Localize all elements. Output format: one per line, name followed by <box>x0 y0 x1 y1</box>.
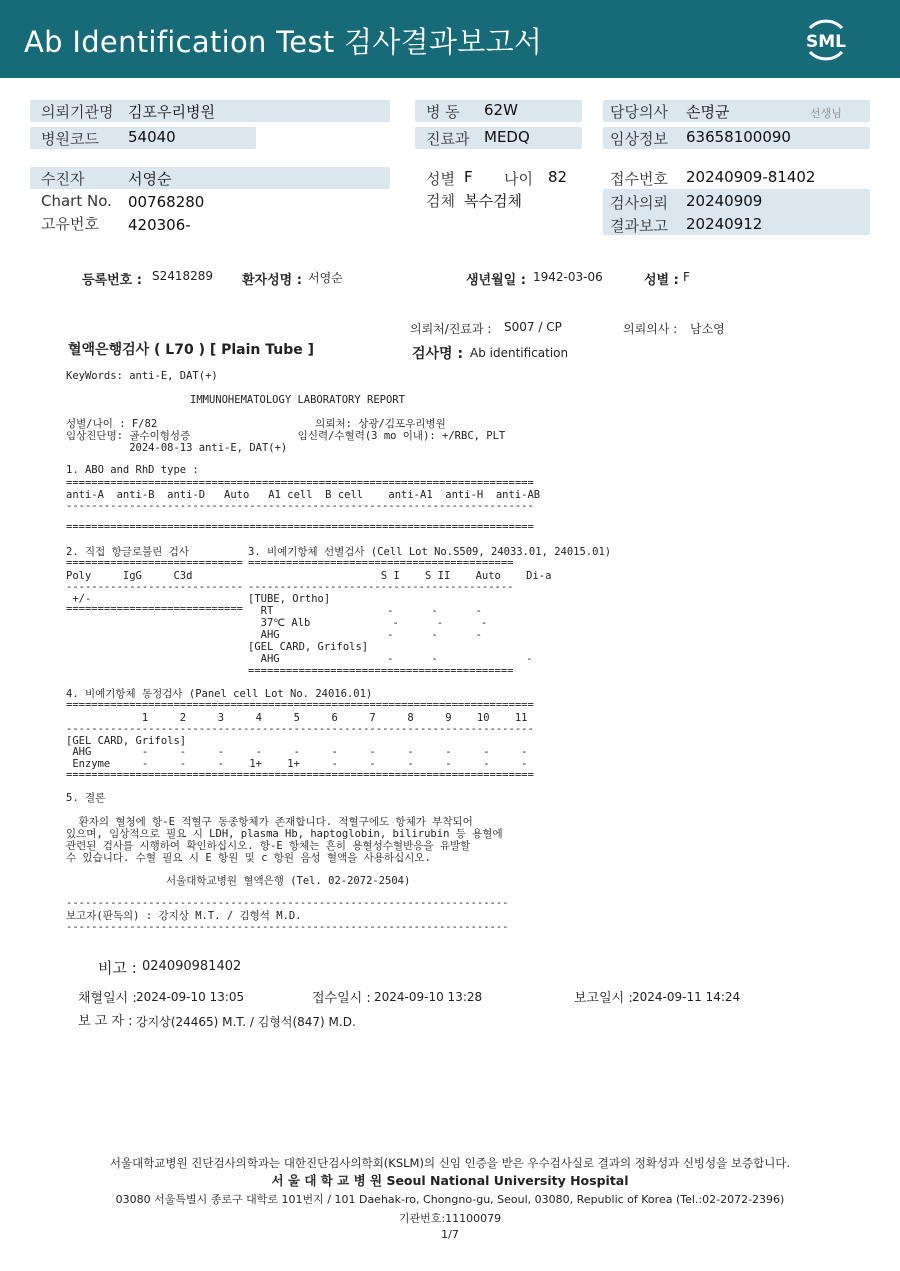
bloodbank-line: 서울대학교병원 혈액은행 (Tel. 02-2072-2504) <box>166 875 411 887</box>
request-date-label: 검사의뢰 <box>610 194 668 212</box>
test-name-label: 검사명 : <box>412 346 464 362</box>
screen-row: 37℃ Alb - - - <box>248 617 488 629</box>
screen-rule-mid: ------------------------------------------ <box>248 581 514 593</box>
note-value: 024090981402 <box>142 959 242 974</box>
reg-name-label: 환자성명 : <box>242 273 302 288</box>
collect-value: 2024-09-10 13:05 <box>136 990 245 1004</box>
screen-row: AHG - - - <box>248 629 482 641</box>
footer-org-no: 기관번호:11100079 <box>398 1212 502 1225</box>
panel-row: [GEL CARD, Grifols] <box>66 735 187 747</box>
conclusion-line: 환자의 혈청에 항-E 적혈구 동종항체가 존재합니다. 적혈구에도 항체가 부착되어 <box>66 816 473 828</box>
chart-no-label: Chart No. <box>41 192 112 210</box>
report-date-value: 20240912 <box>686 215 763 233</box>
dat-rule-bottom: ============================ <box>66 603 244 615</box>
institution-value: 김포우리병원 <box>128 103 215 121</box>
panel-row: Enzyme - - - 1+ 1+ - - - - - - <box>66 758 528 770</box>
sex-label: 성별 <box>426 170 455 188</box>
reg-dob-value: 1942-03-06 <box>533 270 603 284</box>
panel-rule-top: ========================================================================== <box>66 699 534 711</box>
conclusion-title: 5. 결론 <box>66 792 106 804</box>
test-name-value: Ab identification <box>470 346 569 360</box>
reporter-rule-top: ---------------------------------------------------------------------- <box>66 897 509 909</box>
dat-rule-top: ============================ <box>66 557 244 569</box>
doctor-suffix: 선생님 <box>810 107 842 120</box>
reg-dob-label: 생년월일 : <box>466 273 526 288</box>
reg-sex-value: F <box>683 270 690 284</box>
sml-logo-icon <box>800 14 852 66</box>
order-dept-value: S007 / CP <box>504 320 562 334</box>
dat-title: 2. 직접 항글로불린 검사 <box>66 546 189 558</box>
note-label: 비고 : <box>98 959 137 977</box>
patient-label: 수진자 <box>41 170 85 188</box>
doctor-label: 담당의사 <box>610 103 668 121</box>
conclusion-line: 수 있습니다. 수혈 필요 시 E 항원 및 c 항원 음성 혈액을 사용하십시오. <box>66 852 431 864</box>
logo-text: SML <box>806 32 846 52</box>
reg-name-value: 서영순 <box>308 271 343 285</box>
dat-header: Poly IgG C3d <box>66 570 193 582</box>
chart-no-value: 00768280 <box>128 193 205 211</box>
abo-title: 1. ABO and RhD type : <box>66 464 199 476</box>
sex-value: F <box>464 168 473 186</box>
unique-no-value: 420306- <box>128 216 191 234</box>
reg-sex-label: 성별 : <box>644 273 679 288</box>
receipt-no-value: 20240909-81402 <box>686 168 816 186</box>
page-number: 1/7 <box>441 1228 459 1241</box>
patient-line-2: 임상진단명: 골수이형성증 임신력/수혈력(3 mo 이내): +/RBC, PLT <box>66 430 506 442</box>
abo-header: anti-A anti-B anti-D Auto A1 cell B cell anti-A1 anti-H anti-AB <box>66 489 541 501</box>
screen-rule-top: ========================================== <box>248 557 514 569</box>
screen-row: [GEL CARD, Grifols] <box>248 641 369 653</box>
order-dept-label: 의뢰처/진료과 : <box>410 322 492 336</box>
reg-no-label: 등록번호 : <box>82 273 142 288</box>
patient-line-3: 2024-08-13 anti-E, DAT(+) <box>66 442 288 454</box>
request-date-value: 20240909 <box>686 192 763 210</box>
doctor-value: 손명균 <box>686 103 730 121</box>
footer-hospital: 서 울 대 학 교 병 원 Seoul National University Hospital <box>271 1173 629 1188</box>
lab-report-heading: IMMUNOHEMATOLOGY LABORATORY REPORT <box>190 394 405 406</box>
lab-reporter: 보고자(판독의) : 강지상 M.T. / 김형석 M.D. <box>66 910 302 922</box>
reporter-value: 강지상(24465) M.T. / 김형석(847) M.D. <box>136 1015 356 1029</box>
ward-value: 62W <box>484 101 518 119</box>
dat-rule-mid: ---------------------------- <box>66 581 244 593</box>
abo-rule-bottom: ========================================================================== <box>66 521 534 533</box>
receive-label: 접수일시 : <box>312 991 371 1006</box>
receipt-no-label: 접수번호 <box>610 170 668 188</box>
report-date-label: 결과보고 <box>610 217 668 235</box>
age-label: 나이 <box>504 170 533 188</box>
clinical-info-label: 임상정보 <box>610 130 668 148</box>
order-doctor-value: 남소영 <box>690 322 725 336</box>
department-label: 진료과 <box>426 130 470 148</box>
order-doctor-label: 의뢰의사 : <box>623 322 678 336</box>
test-title: 혈액은행검사 ( L70 ) [ Plain Tube ] <box>68 342 315 358</box>
panel-rule-bottom: ========================================================================== <box>66 769 534 781</box>
reporter-rule-bottom: ---------------------------------------------------------------------- <box>66 921 509 933</box>
keywords: KeyWords: anti-E, DAT(+) <box>66 370 218 382</box>
receive-value: 2024-09-10 13:28 <box>374 990 483 1004</box>
department-value: MEDQ <box>484 128 530 146</box>
hospital-code-value: 54040 <box>128 128 176 146</box>
abo-rule-top: ========================================================================== <box>66 477 534 489</box>
report-label: 보고일시 : <box>574 991 633 1006</box>
conclusion-line: 있으며, 임상적으로 필요 시 LDH, plasma Hb, haptoglobin, bilirubin 등 용혈에 <box>66 828 503 840</box>
abo-rule-mid: -------------------------------------------------------------------------- <box>66 500 534 512</box>
specimen-value: 복수검체 <box>464 192 522 210</box>
patient-line-1: 성별/나이 : F/82 의뢰처: 상광/김포우리병원 <box>66 418 446 430</box>
reporter-label: 보 고 자 : <box>78 1014 133 1029</box>
ward-label: 병 동 <box>426 103 460 121</box>
screen-title: 3. 비예기항체 선별검사 (Cell Lot No.S509, 24033.01, 24015.01) <box>248 546 612 558</box>
panel-rule-mid: -------------------------------------------------------------------------- <box>66 723 534 735</box>
collect-label: 채혈일시 : <box>78 991 137 1006</box>
unique-no-label: 고유번호 <box>41 215 99 233</box>
panel-header: 1 2 3 4 5 6 7 8 9 10 11 <box>66 712 528 724</box>
clinical-info-value: 63658100090 <box>686 128 791 146</box>
reg-no-value: S2418289 <box>152 269 214 283</box>
dat-value: +/- <box>66 593 92 605</box>
screen-row: [TUBE, Ortho] <box>248 593 331 605</box>
age-value: 82 <box>548 168 568 186</box>
footer-cert: 서울대학교병원 진단검사의학과는 대한진단검사의학회(KSLM)의 신임 인증을 받은 우수검사실로 결과의 정확성과 신빙성을 보증합니다. <box>109 1156 791 1170</box>
screen-rule-bottom: ========================================== <box>248 665 514 677</box>
institution-label: 의뢰기관명 <box>41 103 114 121</box>
report-title: Ab Identification Test 검사결과보고서 <box>24 25 543 59</box>
report-value: 2024-09-11 14:24 <box>632 990 741 1004</box>
conclusion-line: 관련된 검사를 시행하여 확인하십시오. 항-E 항체는 흔히 용혈성수혈반응을 유발할 <box>66 840 471 852</box>
screen-row: RT - - - <box>248 605 482 617</box>
footer-address: 03080 서울특별시 종로구 대학로 101번지 / 101 Daehak-ro, Chongno-gu, Seoul, 03080, Republic of Korea (Tel.:02-2072-2396) <box>115 1193 785 1206</box>
specimen-label: 검체 <box>426 192 455 210</box>
panel-title: 4. 비예기항체 동정검사 (Panel cell Lot No. 24016.01) <box>66 688 373 700</box>
hospital-code-label: 병원코드 <box>41 130 99 148</box>
panel-row: AHG - - - - - - - - - - - <box>66 746 528 758</box>
screen-row: AHG - - - <box>248 653 533 665</box>
patient-value: 서영순 <box>128 170 172 188</box>
screen-header: S I S II Auto Di-a <box>248 570 552 582</box>
